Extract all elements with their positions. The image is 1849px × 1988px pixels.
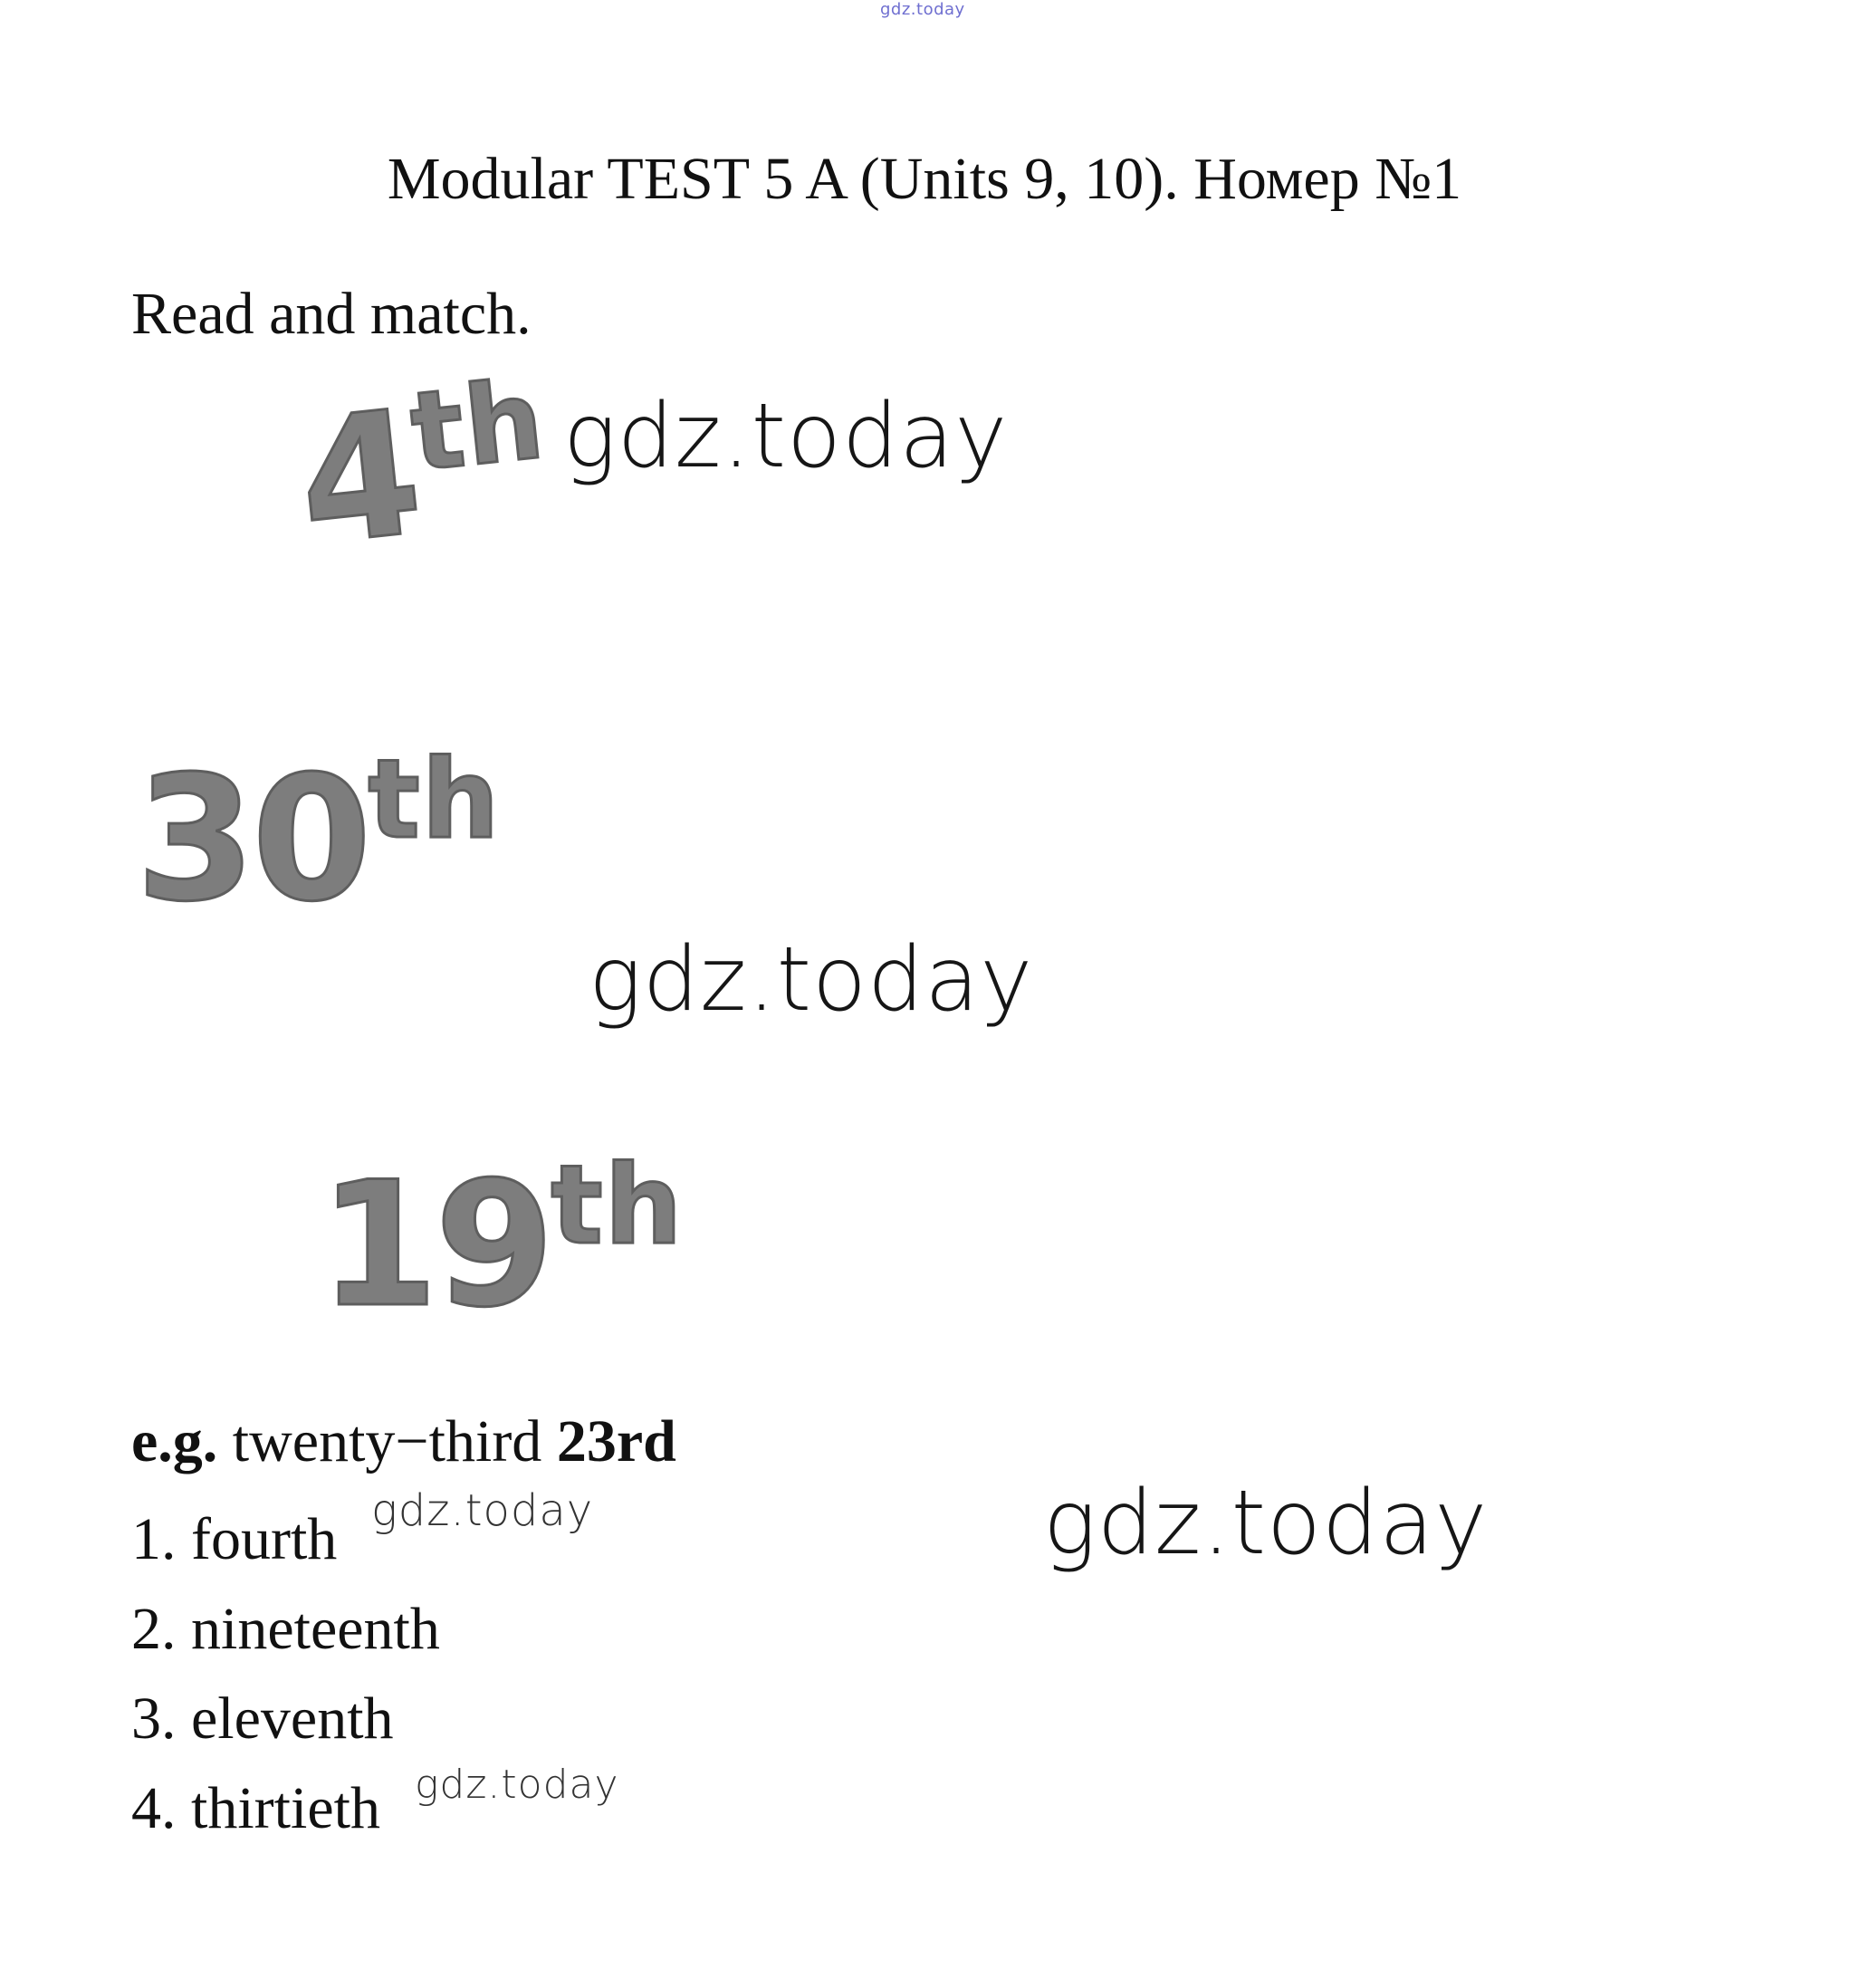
list-item: 4. thirtieth bbox=[131, 1775, 380, 1841]
ordinal-suffix: th bbox=[405, 357, 551, 496]
ordinal-number: 4 bbox=[290, 372, 427, 584]
watermark: gdz.today bbox=[563, 385, 1009, 488]
ordinal-image-30th bbox=[136, 737, 502, 939]
list-item: 2. nineteenth bbox=[131, 1596, 440, 1662]
example-word: twenty−third bbox=[232, 1408, 542, 1474]
word-list bbox=[131, 1494, 440, 1853]
ordinal-number: 30 bbox=[136, 739, 369, 939]
watermark: gdz.today bbox=[589, 928, 1034, 1032]
example-prefix: e.g. bbox=[131, 1408, 218, 1474]
watermark: gdz.today bbox=[1043, 1472, 1489, 1575]
ordinal-suffix: th bbox=[551, 1143, 685, 1269]
ordinal-image-4th bbox=[290, 357, 557, 584]
example-answer: 23rd bbox=[556, 1408, 676, 1474]
page-title: Modular TEST 5 A (Units 9, 10). Номер №1 bbox=[387, 146, 1462, 212]
list-item: 1. fourth bbox=[131, 1506, 338, 1572]
site-mark: gdz.today bbox=[880, 0, 965, 19]
ordinal-image-19th bbox=[319, 1143, 685, 1345]
list-item: 3. eleventh bbox=[131, 1685, 394, 1752]
watermark: gdz.today bbox=[415, 1762, 619, 1808]
ordinal-number: 19 bbox=[319, 1145, 551, 1345]
instruction-text: Read and match. bbox=[131, 281, 532, 347]
example-line bbox=[131, 1406, 676, 1478]
ordinal-suffix: th bbox=[368, 737, 502, 863]
watermark: gdz.today bbox=[371, 1485, 594, 1536]
